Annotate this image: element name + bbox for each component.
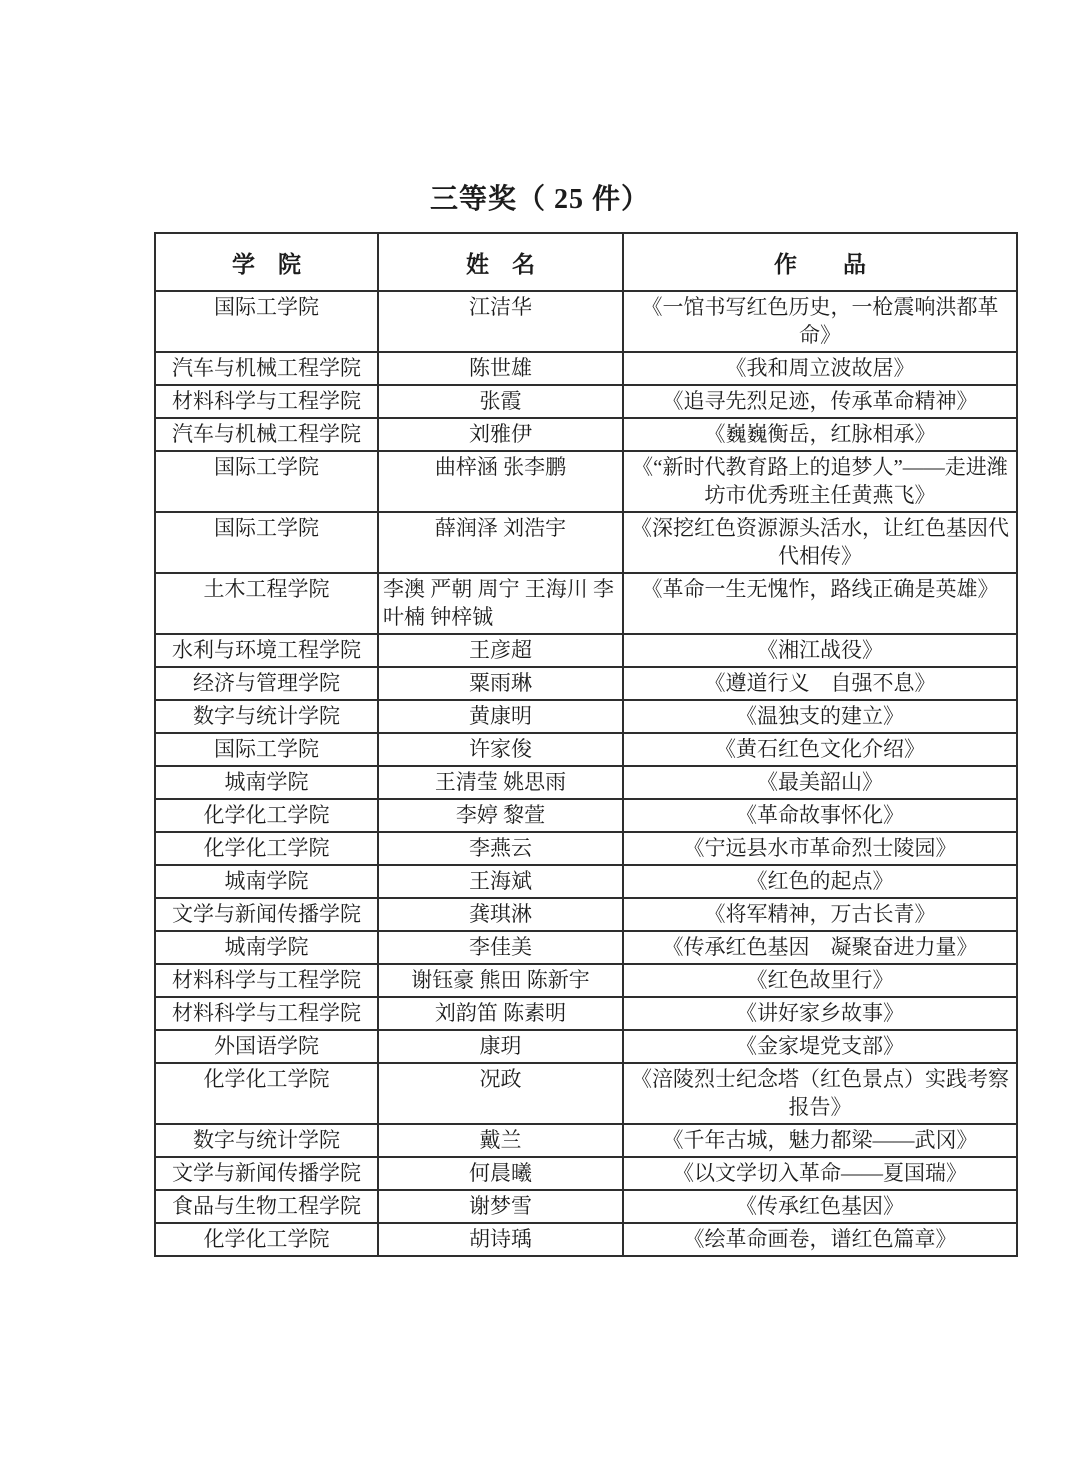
work-cell: 《革命一生无愧怍，路线正确是英雄》 [623,573,1017,634]
work-cell: 《黄石红色文化介绍》 [623,733,1017,766]
table-row [155,418,1017,451]
work-cell: 《最美韶山》 [623,766,1017,799]
table-row [155,451,1017,512]
table-row [155,997,1017,1030]
name-cell: 谢钰豪 熊田 陈新宇 [378,964,623,997]
column-header-work: 作 品 [623,233,1017,291]
work-cell: 《一馆书写红色历史，一枪震响洪都革命》 [623,291,1017,352]
work-cell: 《传承红色基因》 [623,1190,1017,1223]
work-cell: 《传承红色基因 凝聚奋进力量》 [623,931,1017,964]
table-row [155,1124,1017,1157]
table-row [155,964,1017,997]
table-row [155,733,1017,766]
table-header [155,233,1017,291]
table-row [155,512,1017,573]
table-row [155,898,1017,931]
work-cell: 《湘江战役》 [623,634,1017,667]
work-cell: 《我和周立波故居》 [623,352,1017,385]
table-row [155,573,1017,634]
table-row [155,385,1017,418]
name-cell: 陈世雄 [378,352,623,385]
college-cell: 城南学院 [155,865,378,898]
table-row [155,291,1017,352]
table-row [155,352,1017,385]
college-cell: 外国语学院 [155,1030,378,1063]
work-cell: 《以文学切入革命——夏国瑞》 [623,1157,1017,1190]
college-cell: 食品与生物工程学院 [155,1190,378,1223]
table-row [155,865,1017,898]
college-cell: 文学与新闻传播学院 [155,898,378,931]
table-body [155,291,1017,1256]
work-cell: 《追寻先烈足迹，传承革命精神》 [623,385,1017,418]
header-row [155,233,1017,291]
college-cell: 材料科学与工程学院 [155,997,378,1030]
college-cell: 材料科学与工程学院 [155,964,378,997]
name-cell: 许家俊 [378,733,623,766]
work-cell: 《宁远县水市革命烈士陵园》 [623,832,1017,865]
college-cell: 材料科学与工程学院 [155,385,378,418]
name-cell: 薛润泽 刘浩宇 [378,512,623,573]
work-cell: 《千年古城，魅力都梁——武冈》 [623,1124,1017,1157]
table-row [155,799,1017,832]
table-row [155,832,1017,865]
table-row [155,1190,1017,1223]
award-table [154,232,1018,1257]
college-cell: 城南学院 [155,766,378,799]
table-row [155,1157,1017,1190]
name-cell: 况政 [378,1063,623,1124]
table-row [155,700,1017,733]
college-cell: 经济与管理学院 [155,667,378,700]
work-cell: 《绘革命画卷，谱红色篇章》 [623,1223,1017,1256]
college-cell: 数字与统计学院 [155,1124,378,1157]
name-cell: 李燕云 [378,832,623,865]
college-cell: 水利与环境工程学院 [155,634,378,667]
name-cell: 李澳 严朝 周宁 王海川 李叶楠 钟梓铖 [378,573,623,634]
college-cell: 化学化工学院 [155,832,378,865]
name-cell: 康玥 [378,1030,623,1063]
page-title: 三等奖（ 25 件） [429,184,650,215]
table-row [155,1223,1017,1256]
name-cell: 王清莹 姚思雨 [378,766,623,799]
name-cell: 谢梦雪 [378,1190,623,1223]
work-cell: 《涪陵烈士纪念塔（红色景点）实践考察报告》 [623,1063,1017,1124]
name-cell: 李婷 黎萱 [378,799,623,832]
work-cell: 《金家堤党支部》 [623,1030,1017,1063]
college-cell: 化学化工学院 [155,799,378,832]
college-cell: 城南学院 [155,931,378,964]
table-row [155,1063,1017,1124]
work-cell: 《“新时代教育路上的追梦人”——走进潍坊市优秀班主任黄燕飞》 [623,451,1017,512]
table-row [155,667,1017,700]
column-header-college: 学 院 [155,233,378,291]
table-row [155,1030,1017,1063]
name-cell: 戴兰 [378,1124,623,1157]
college-cell: 化学化工学院 [155,1063,378,1124]
college-cell: 文学与新闻传播学院 [155,1157,378,1190]
table-row [155,931,1017,964]
name-cell: 胡诗瑀 [378,1223,623,1256]
college-cell: 国际工学院 [155,451,378,512]
work-cell: 《讲好家乡故事》 [623,997,1017,1030]
name-cell: 黄康明 [378,700,623,733]
name-cell: 何晨曦 [378,1157,623,1190]
work-cell: 《遵道行义 自强不息》 [623,667,1017,700]
college-cell: 国际工学院 [155,512,378,573]
name-cell: 龚琪淋 [378,898,623,931]
work-cell: 《温独支的建立》 [623,700,1017,733]
work-cell: 《巍巍衡岳，红脉相承》 [623,418,1017,451]
college-cell: 汽车与机械工程学院 [155,352,378,385]
work-cell: 《红色故里行》 [623,964,1017,997]
work-cell: 《红色的起点》 [623,865,1017,898]
table-row [155,634,1017,667]
work-cell: 《深挖红色资源源头活水，让红色基因代代相传》 [623,512,1017,573]
name-cell: 粟雨琳 [378,667,623,700]
work-cell: 《将军精神，万古长青》 [623,898,1017,931]
college-cell: 化学化工学院 [155,1223,378,1256]
college-cell: 国际工学院 [155,291,378,352]
name-cell: 刘雅伊 [378,418,623,451]
college-cell: 汽车与机械工程学院 [155,418,378,451]
college-cell: 土木工程学院 [155,573,378,634]
name-cell: 王海斌 [378,865,623,898]
college-cell: 国际工学院 [155,733,378,766]
work-cell: 《革命故事怀化》 [623,799,1017,832]
name-cell: 李佳美 [378,931,623,964]
name-cell: 王彦超 [378,634,623,667]
name-cell: 张霞 [378,385,623,418]
college-cell: 数字与统计学院 [155,700,378,733]
column-header-name: 姓 名 [378,233,623,291]
name-cell: 江洁华 [378,291,623,352]
table-row [155,766,1017,799]
name-cell: 刘韵笛 陈素明 [378,997,623,1030]
name-cell: 曲梓涵 张李鹏 [378,451,623,512]
